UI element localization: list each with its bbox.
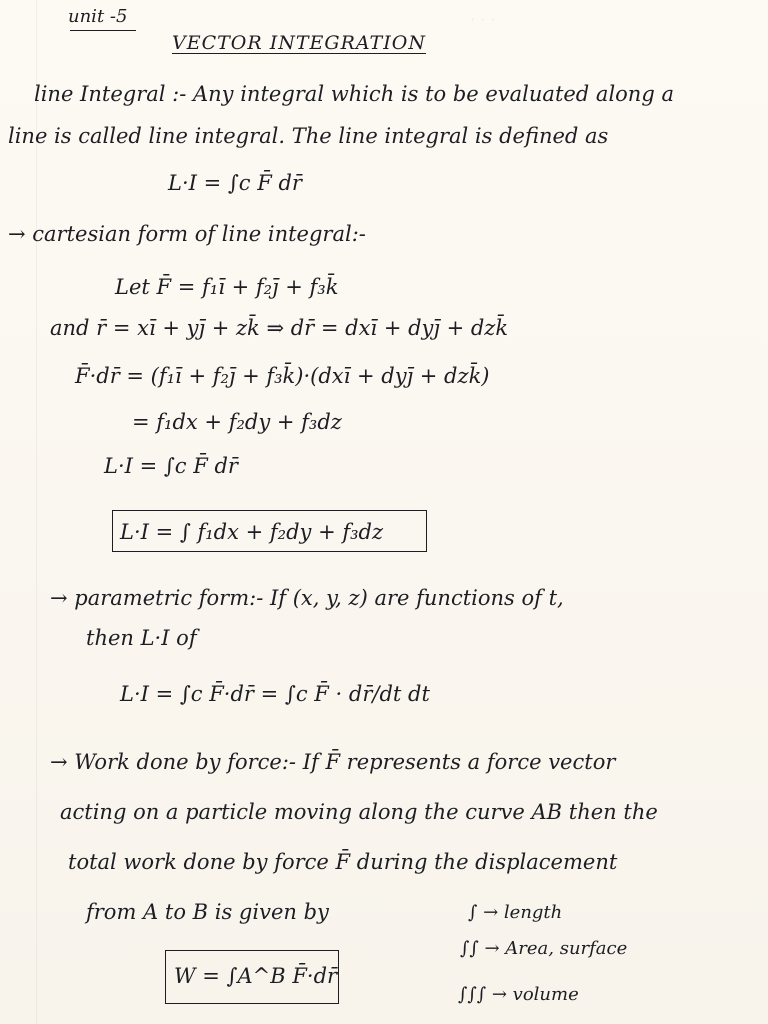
work-done-line-4: from A to B is given by <box>86 900 329 924</box>
work-done-line-2: acting on a particle moving along the curve AB then the <box>60 800 658 824</box>
parametric-heading: → parametric form:- If (x, y, z) are functions of t, <box>50 586 564 610</box>
parametric-line-2: then L·I of <box>86 626 197 650</box>
work-done-line-3: total work done by force F̄ during the displacement <box>68 850 618 874</box>
unit-label: unit -5 <box>68 6 128 27</box>
line-integral-formula: L·I = ∫c F̄ dr̄ <box>168 171 302 195</box>
show-through-text: · · · <box>470 10 496 29</box>
page-title: VECTOR INTEGRATION <box>172 32 426 54</box>
cartesian-heading: → cartesian form of line integral:- <box>8 222 366 246</box>
parametric-formula: L·I = ∫c F̄·dr̄ = ∫c F̄ · dr̄/dt dt <box>120 682 430 706</box>
position-vector-eq: and r̄ = xī + yj̄ + zk̄ ⇒ dr̄ = dxī + dyj̄ + dzk̄ <box>50 316 509 340</box>
dot-product-eq: F̄·dr̄ = (f₁ī + f₂j̄ + f₃k̄)·(dxī + dyj̄ + dzk̄) <box>75 364 490 388</box>
page-margin-line <box>36 0 37 1024</box>
expanded-dot-product: = f₁dx + f₂dy + f₃dz <box>132 410 342 434</box>
force-vector-eq: Let F̄ = f₁ī + f₂j̄ + f₃k̄ <box>115 275 339 299</box>
side-note-length: ∫ → length <box>468 902 563 923</box>
cartesian-result: L·I = ∫ f₁dx + f₂dy + f₃dz <box>120 520 384 544</box>
work-done-heading: → Work done by force:- If F̄ represents a force vector <box>50 750 616 774</box>
line-integral-restated: L·I = ∫c F̄ dr̄ <box>104 454 238 478</box>
side-note-area: ∫∫ → Area, surface <box>460 938 628 959</box>
definition-line-2: line is called line integral. The line integral is defined as <box>8 124 609 148</box>
definition-line-1: line Integral :- Any integral which is to be evaluated along a <box>34 82 674 106</box>
work-result: W = ∫A^B F̄·dr̄ <box>174 964 338 988</box>
unit-underline <box>70 30 136 31</box>
side-note-volume: ∫∫∫ → volume <box>458 984 579 1005</box>
